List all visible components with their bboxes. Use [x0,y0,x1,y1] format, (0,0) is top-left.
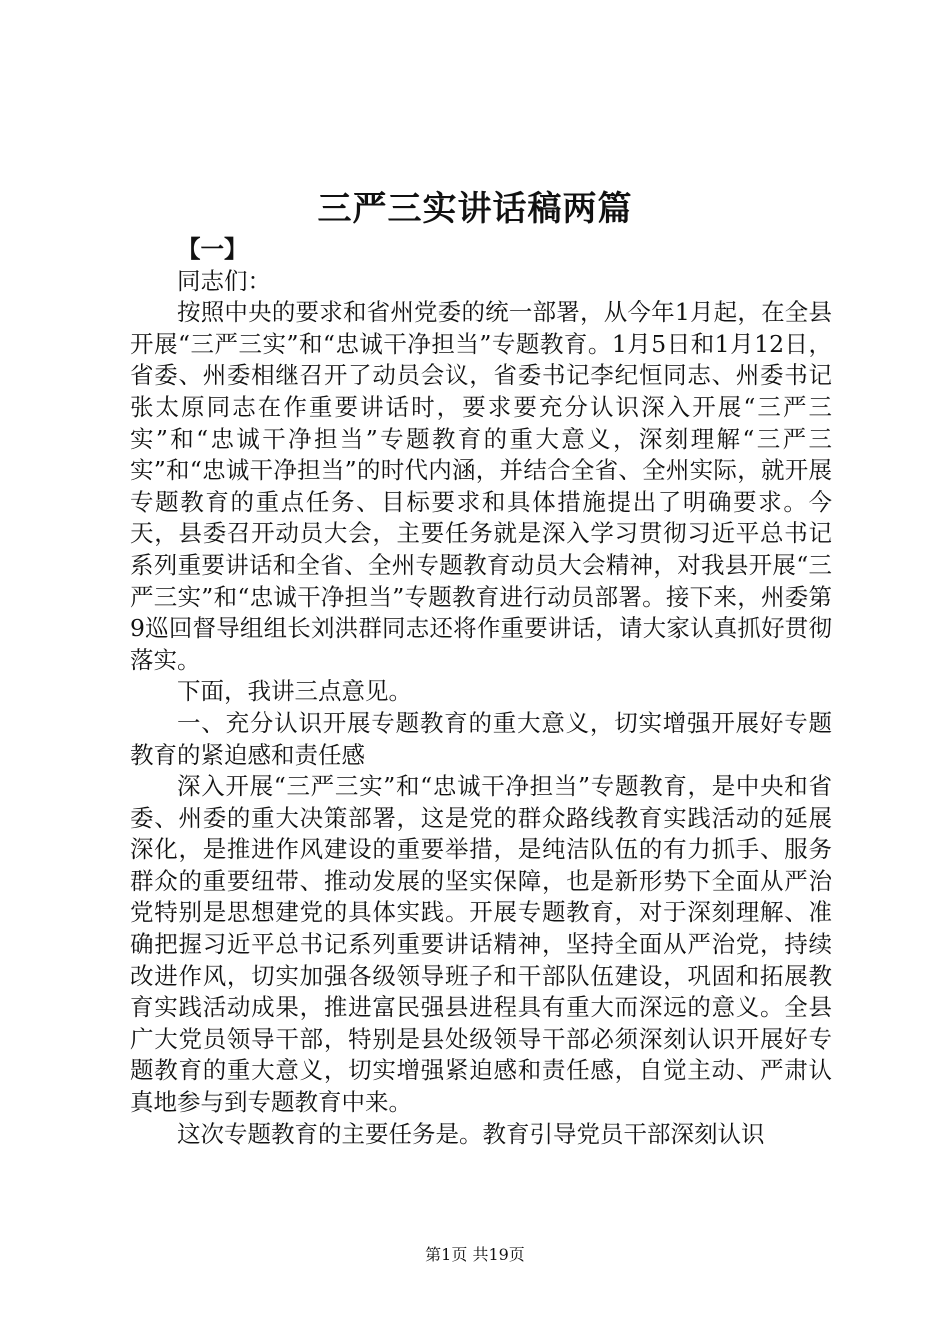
document-body [130,234,832,1150]
paragraph-main-tasks: 这次专题教育的主要任务是。教育引导党员干部深刻认识 [177,1119,765,1148]
section-label: 【一】 [177,235,248,263]
salutation: 同志们： [177,266,271,295]
section-heading-one: 一、充分认识开展专题教育的重大意义，切实增强开展好专题教育的紧迫感和责任感 [130,708,832,769]
page-number-footer: 第1页 共19页 [425,1245,525,1264]
paragraph-significance: 深入开展“三严三实”和“忠诚干净担当”专题教育，是中央和省委、州委的重大决策部署，这是党的群众路线教育实践活动的延展深化，是推进作风建设的重要举措，是纯洁队伍的有力抓手、服务群众的重要纽带、推动发展的坚实保障，也是新形势下全面从严治党特别是思想建党的具体实践。开展专题教育，对于深刻理解、准确把握习近平总书记系列重要讲话精神，坚持全面从严治党，持续改进作风，切实加强各级领导班子和干部队伍建设，巩固和拓展教育实践活动成果，推进富民强县进程具有重大而深远的意义。全县广大党员领导干部，特别是县处级领导干部必须深刻认识开展好专题教育的重大意义，切实增强紧迫感和责任感，自觉主动、严肃认真地参与到专题教育中来。 [130,772,832,1117]
paragraph-intro: 按照中央的要求和省州党委的统一部署，从今年1月起，在全县开展“三严三实”和“忠诚干净担当”专题教育。1月5日和1月12日，省委、州委相继召开了动员会议，省委书记李纪恒同志、州委书记张太原同志在作重要讲话时，要求要充分认识深入开展“三严三实”和“忠诚干净担当”专题教育的重大意义，深刻理解“三严三实”和“忠诚干净担当”的时代内涵，并结合全省、全州实际，就开展专题教育的重点任务、目标要求和具体措施提出了明确要求。今天，县委召开动员大会，主要任务就是深入学习贯彻习近平总书记系列重要讲话和全省、全州专题教育动员大会精神，对我县开展“三严三实”和“忠诚干净担当”专题教育进行动员部署。接下来，州委第9巡回督导组组长刘洪群同志还将作重要讲话，请大家认真抓好贯彻落实。 [130,298,832,674]
document-title: 三严三实讲话稿两篇 [317,189,633,229]
paragraph-transition: 下面，我讲三点意见。 [177,677,412,706]
